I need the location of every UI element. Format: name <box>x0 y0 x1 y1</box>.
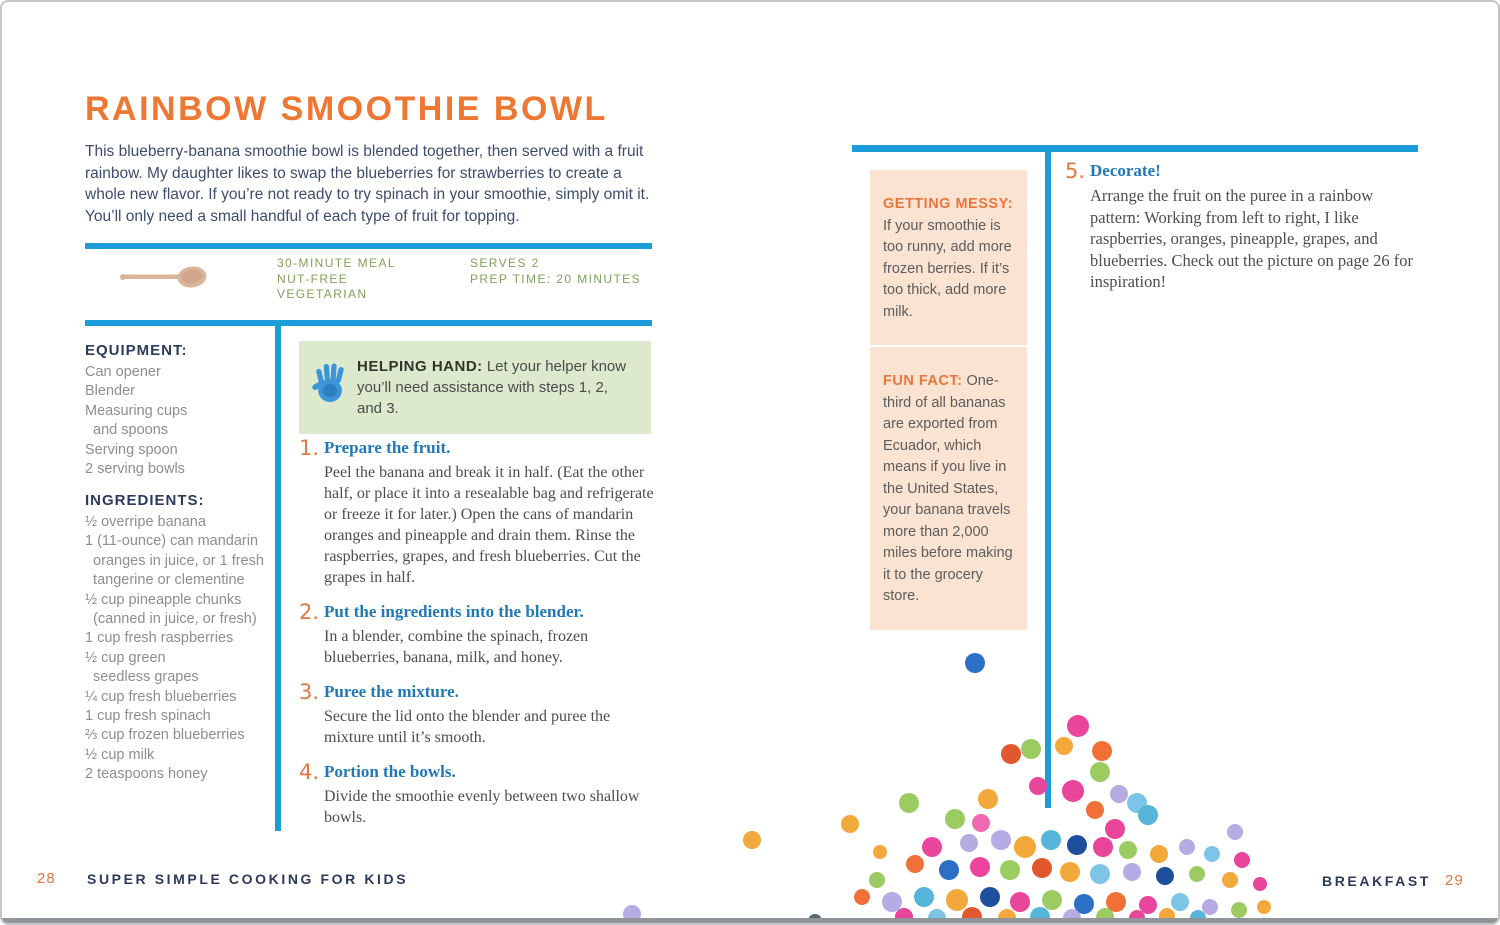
column-divider-left <box>275 320 281 831</box>
confetti-dot <box>922 837 942 857</box>
confetti-dot <box>841 815 859 833</box>
ingredient-item: ½ overripe banana <box>85 514 206 530</box>
ingredient-item: ½ cup green <box>85 649 166 666</box>
confetti-dot <box>1110 785 1128 803</box>
confetti-dot <box>1150 845 1168 863</box>
confetti-dot <box>1123 863 1141 881</box>
ingredient-item: oranges in juice, or 1 fresh <box>85 552 264 569</box>
confetti-dot <box>1253 877 1267 891</box>
step-body: Secure the lid onto the blender and puree the mixture until it’s smooth. <box>324 708 611 746</box>
helping-hand-text: Let your helper know you’ll need assistance with steps 1, 2, and 3. <box>357 358 627 417</box>
confetti-dot <box>1189 866 1205 882</box>
confetti-dot <box>1204 846 1220 862</box>
tip-box <box>870 347 1027 630</box>
column-divider-right <box>1045 145 1051 808</box>
confetti-dot <box>1119 841 1137 859</box>
confetti-dot <box>743 831 761 849</box>
equipment-item: Blender <box>85 383 135 400</box>
ingredient-item: 2 teaspoons honey <box>85 766 208 783</box>
step-title: Prepare the fruit. <box>324 438 451 457</box>
step-number: 4. <box>299 760 320 784</box>
confetti-dot <box>978 789 998 809</box>
confetti-dot <box>914 887 934 907</box>
recipe-step <box>299 436 655 588</box>
ingredient-item: tangerine or clementine <box>85 572 245 589</box>
tip-box-label: GETTING MESSY: <box>883 196 1013 212</box>
ingredients-heading: INGREDIENTS: <box>85 492 205 509</box>
tip-box <box>870 170 1027 345</box>
divider-rule-top <box>85 243 652 249</box>
ingredient-item: 1 cup fresh raspberries <box>85 630 234 647</box>
confetti-dot <box>854 889 870 905</box>
right-page-rule <box>852 145 1418 152</box>
meal-tag: VEGETARIAN <box>277 287 368 301</box>
step-body: Peel the banana and break it in half. (Eat the other half, or place it into a resealable bag and refrigerate or freeze it for later.) Open the cans of mandarin oranges and pineapple and drain them. Rinse the raspberries, grapes, and fresh blueberries. Cut the grapes in half. <box>324 464 654 586</box>
confetti-dot <box>945 809 965 829</box>
helping-hand-box <box>299 341 651 434</box>
equipment-item: Measuring cups <box>85 402 188 419</box>
recipe-title: RAINBOW SMOOTHIE BOWL <box>85 90 608 128</box>
confetti-dot <box>1086 801 1104 819</box>
step-body: In a blender, combine the spinach, frozen blueberries, banana, milk, and honey. <box>324 628 589 666</box>
confetti-dot <box>1067 835 1087 855</box>
page-bottom-edge <box>2 918 1498 923</box>
confetti-dot <box>899 793 919 813</box>
divider-rule-bottom <box>85 320 652 326</box>
confetti-dot <box>1014 836 1036 858</box>
confetti-dot <box>960 834 978 852</box>
step-number: 1. <box>299 436 320 460</box>
equipment-list <box>85 363 187 479</box>
confetti-dot <box>1156 867 1174 885</box>
confetti-dot <box>906 855 924 873</box>
confetti-dot <box>1029 777 1047 795</box>
step-title: Puree the mixture. <box>324 682 459 701</box>
confetti-dot <box>972 814 990 832</box>
confetti-dot <box>1231 902 1247 918</box>
meal-tag: NUT-FREE <box>277 271 349 286</box>
recipe-step <box>299 680 655 748</box>
confetti-dot <box>1227 824 1243 840</box>
confetti-dot <box>1090 864 1110 884</box>
serves-label: SERVES 2 <box>470 256 540 270</box>
confetti-dot <box>1090 762 1110 782</box>
step-title: Portion the bowls. <box>324 762 456 781</box>
ingredient-item: ⅔ cup frozen blueberries <box>85 727 245 744</box>
meal-tags <box>277 256 396 303</box>
ingredients-list <box>85 513 264 785</box>
confetti-dot <box>1105 819 1125 839</box>
tip-box-label: FUN FACT: <box>883 373 963 389</box>
step-number: 3. <box>299 680 320 704</box>
step-body: Divide the smoothie evenly between two shallow bowls. <box>324 788 640 826</box>
ingredient-item: ½ cup pineapple chunks <box>85 591 242 608</box>
confetti-dot <box>1171 893 1189 911</box>
equipment-item: Can opener <box>85 364 161 380</box>
confetti-dot <box>1021 739 1041 759</box>
confetti-dot <box>869 872 885 888</box>
ingredient-item: (canned in juice, or fresh) <box>85 611 257 628</box>
equipment-heading: EQUIPMENT: <box>85 342 188 359</box>
equipment-item: 2 serving bowls <box>85 461 185 478</box>
confetti-dot <box>1032 858 1052 878</box>
page-number-right: 29 <box>1445 872 1464 889</box>
helping-hand-label: HELPING HAND: <box>357 358 483 375</box>
tip-box-text: If your smoothie is too runny, add more frozen berries. If it’s too thick, add more milk. <box>883 217 1012 320</box>
confetti-dot <box>1055 737 1073 755</box>
confetti-dot <box>1010 892 1030 912</box>
equipment-item: and spoons <box>85 422 169 439</box>
step-number: 2. <box>299 600 320 624</box>
ingredient-item: ¼ cup fresh blueberries <box>85 688 237 705</box>
confetti-dot <box>1062 780 1084 802</box>
confetti-dot <box>991 830 1011 850</box>
step-title: Decorate! <box>1090 161 1161 180</box>
step-number: 5. <box>1065 159 1086 183</box>
confetti-dot <box>1060 862 1080 882</box>
confetti-dot <box>1257 900 1271 914</box>
footer-chapter-title: BREAKFAST <box>1322 873 1431 889</box>
confetti-dot <box>1001 744 1021 764</box>
step-body: Arrange the fruit on the puree in a rainbow pattern: Working from left to right, I like raspberries, oranges, pineapple, grapes, and blueberries. Check out the picture on page 26 for inspiration! <box>1090 186 1414 291</box>
confetti-dot <box>1093 837 1113 857</box>
confetti-dot <box>1042 890 1062 910</box>
confetti-dot <box>939 860 959 880</box>
confetti-dot <box>946 889 968 911</box>
confetti-dot <box>1234 852 1250 868</box>
recipe-steps <box>299 436 655 840</box>
prep-time-label: PREP TIME: 20 MINUTES <box>470 271 641 286</box>
footer-book-title: SUPER SIMPLE COOKING FOR KIDS <box>87 871 409 887</box>
equipment-item: Serving spoon <box>85 441 178 458</box>
ingredient-item: ½ cup milk <box>85 746 155 763</box>
confetti-dot <box>965 653 985 673</box>
confetti-dot <box>873 845 887 859</box>
tip-box-text: One-third of all bananas are exported from Ecuador, which means if you live in the United States, your banana travels more than 2,000 miles before making it to the grocery store. <box>883 373 1013 604</box>
meal-tag: 30-MINUTE MEAL <box>277 256 396 270</box>
ingredient-item: seedless grapes <box>85 669 199 686</box>
confetti-dot <box>970 857 990 877</box>
confetti-dot <box>1222 872 1238 888</box>
confetti-dot <box>1000 860 1020 880</box>
page-number-left: 28 <box>37 870 56 887</box>
confetti-dot <box>1067 715 1089 737</box>
confetti-dot <box>1041 830 1061 850</box>
wooden-spoon-icon <box>118 263 210 296</box>
serving-info <box>470 256 641 287</box>
confetti-dot <box>980 887 1000 907</box>
recipe-step <box>299 600 655 668</box>
ingredient-item: 1 (11-ounce) can mandarin <box>85 533 259 550</box>
ingredient-item: 1 cup fresh spinach <box>85 708 211 725</box>
step-title: Put the ingredients into the blender. <box>324 602 584 621</box>
confetti-dot <box>1092 741 1112 761</box>
hand-icon <box>311 360 349 409</box>
recipe-step-5 <box>1065 159 1420 305</box>
confetti-dot <box>1138 805 1158 825</box>
recipe-intro: This blueberry-banana smoothie bowl is blended together, then served with a fruit rainbow. My daughter likes to swap the blueberries for strawberries to create a whole new flavor. If you’re not ready to try spinach in your smoothie, simply omit it. You’ll only need a small handful of each type of fruit for topping. <box>85 143 650 225</box>
confetti-dot <box>1179 839 1195 855</box>
recipe-step <box>299 760 655 828</box>
